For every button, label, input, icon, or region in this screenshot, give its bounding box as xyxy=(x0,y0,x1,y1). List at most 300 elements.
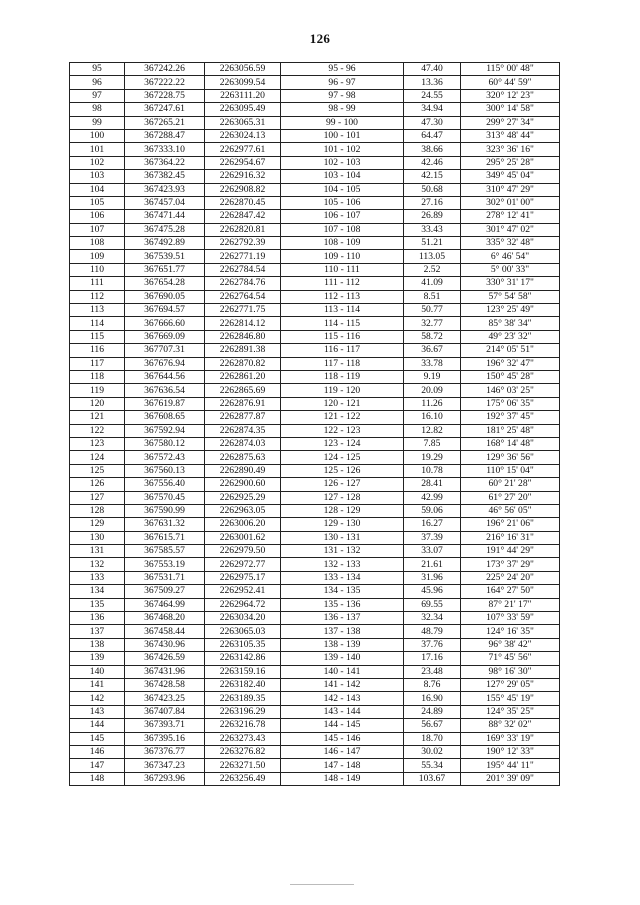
vertex-number-cell: 127 xyxy=(70,491,125,504)
bearing-cell: 192° 37' 45" xyxy=(461,411,560,424)
bearing-cell: 46° 56' 05" xyxy=(461,504,560,517)
coordinate-y-cell: 2262964.72 xyxy=(205,598,281,611)
distance-cell: 47.40 xyxy=(404,63,461,76)
bearing-cell: 124° 35' 25" xyxy=(461,705,560,718)
table-row xyxy=(70,63,560,76)
coordinate-y-cell: 2262875.63 xyxy=(205,451,281,464)
table-row xyxy=(70,598,560,611)
table-row xyxy=(70,330,560,343)
table-row xyxy=(70,518,560,531)
segment-cell: 101 - 102 xyxy=(281,143,404,156)
distance-cell: 38.66 xyxy=(404,143,461,156)
vertex-number-cell: 110 xyxy=(70,263,125,276)
coordinate-x-cell: 367293.96 xyxy=(125,772,205,785)
bearing-cell: 190° 12' 33" xyxy=(461,745,560,758)
distance-cell: 16.10 xyxy=(404,411,461,424)
coordinate-x-cell: 367669.09 xyxy=(125,330,205,343)
coordinate-y-cell: 2262771.19 xyxy=(205,250,281,263)
coordinate-y-cell: 2263196.29 xyxy=(205,705,281,718)
distance-cell: 36.67 xyxy=(404,344,461,357)
segment-cell: 126 - 127 xyxy=(281,478,404,491)
table-row xyxy=(70,143,560,156)
bearing-cell: 349° 45' 04" xyxy=(461,170,560,183)
vertex-number-cell: 134 xyxy=(70,585,125,598)
bearing-cell: 302° 01' 00" xyxy=(461,196,560,209)
segment-cell: 146 - 147 xyxy=(281,745,404,758)
distance-cell: 10.78 xyxy=(404,464,461,477)
coordinate-y-cell: 2262952.41 xyxy=(205,585,281,598)
segment-cell: 147 - 148 xyxy=(281,759,404,772)
table-row xyxy=(70,89,560,102)
segment-cell: 143 - 144 xyxy=(281,705,404,718)
coordinate-y-cell: 2262846.80 xyxy=(205,330,281,343)
vertex-number-cell: 108 xyxy=(70,237,125,250)
coordinate-y-cell: 2263024.13 xyxy=(205,129,281,142)
vertex-number-cell: 111 xyxy=(70,277,125,290)
bearing-cell: 195° 44' 11" xyxy=(461,759,560,772)
vertex-number-cell: 101 xyxy=(70,143,125,156)
footer-rule xyxy=(290,884,354,885)
coordinate-x-cell: 367636.54 xyxy=(125,384,205,397)
table-row xyxy=(70,103,560,116)
table-row xyxy=(70,612,560,625)
coordinate-y-cell: 2263142.86 xyxy=(205,652,281,665)
coordinate-x-cell: 367531.71 xyxy=(125,571,205,584)
bearing-cell: 57° 54' 58" xyxy=(461,290,560,303)
segment-cell: 106 - 107 xyxy=(281,210,404,223)
bearing-cell: 320° 12' 23" xyxy=(461,89,560,102)
vertex-number-cell: 96 xyxy=(70,76,125,89)
table-row xyxy=(70,504,560,517)
distance-cell: 8.51 xyxy=(404,290,461,303)
coordinate-y-cell: 2262972.77 xyxy=(205,558,281,571)
segment-cell: 135 - 136 xyxy=(281,598,404,611)
segment-cell: 111 - 112 xyxy=(281,277,404,290)
page-number: 126 xyxy=(309,31,331,46)
coordinate-y-cell: 2263276.82 xyxy=(205,745,281,758)
segment-cell: 142 - 143 xyxy=(281,692,404,705)
distance-cell: 19.29 xyxy=(404,451,461,464)
vertex-number-cell: 97 xyxy=(70,89,125,102)
distance-cell: 58.72 xyxy=(404,330,461,343)
coordinate-y-cell: 2262954.67 xyxy=(205,156,281,169)
coordinate-x-cell: 367430.96 xyxy=(125,638,205,651)
coordinate-y-cell: 2263099.54 xyxy=(205,76,281,89)
coordinate-x-cell: 367644.56 xyxy=(125,370,205,383)
coordinate-y-cell: 2262764.54 xyxy=(205,290,281,303)
segment-cell: 95 - 96 xyxy=(281,63,404,76)
distance-cell: 24.55 xyxy=(404,89,461,102)
coordinate-x-cell: 367423.25 xyxy=(125,692,205,705)
segment-cell: 127 - 128 xyxy=(281,491,404,504)
coordinate-y-cell: 2263271.50 xyxy=(205,759,281,772)
coordinate-x-cell: 367222.22 xyxy=(125,76,205,89)
coordinate-y-cell: 2263182.40 xyxy=(205,678,281,691)
distance-cell: 27.16 xyxy=(404,196,461,209)
bearing-cell: 301° 47' 02" xyxy=(461,223,560,236)
distance-cell: 9.19 xyxy=(404,370,461,383)
segment-cell: 137 - 138 xyxy=(281,625,404,638)
segment-cell: 140 - 141 xyxy=(281,665,404,678)
bearing-cell: 173° 37' 29" xyxy=(461,558,560,571)
coordinate-x-cell: 367572.43 xyxy=(125,451,205,464)
distance-cell: 33.07 xyxy=(404,545,461,558)
coordinate-x-cell: 367407.84 xyxy=(125,705,205,718)
distance-cell: 48.79 xyxy=(404,625,461,638)
coordinate-y-cell: 2263273.43 xyxy=(205,732,281,745)
bearing-cell: 87° 21' 17" xyxy=(461,598,560,611)
bearing-cell: 88° 32' 02" xyxy=(461,719,560,732)
bearing-cell: 216° 16' 31" xyxy=(461,531,560,544)
coordinate-y-cell: 2262975.17 xyxy=(205,571,281,584)
table-row xyxy=(70,437,560,450)
coordinate-x-cell: 367395.16 xyxy=(125,732,205,745)
coordinate-y-cell: 2262963.05 xyxy=(205,504,281,517)
bearing-cell: 146° 03' 25" xyxy=(461,384,560,397)
bearing-cell: 85° 38' 34" xyxy=(461,317,560,330)
vertex-number-cell: 103 xyxy=(70,170,125,183)
vertex-number-cell: 143 xyxy=(70,705,125,718)
vertex-number-cell: 109 xyxy=(70,250,125,263)
table-row xyxy=(70,344,560,357)
distance-cell: 30.02 xyxy=(404,745,461,758)
segment-cell: 125 - 126 xyxy=(281,464,404,477)
coordinate-y-cell: 2262820.81 xyxy=(205,223,281,236)
coordinate-x-cell: 367585.57 xyxy=(125,545,205,558)
coordinate-x-cell: 367347.23 xyxy=(125,759,205,772)
vertex-number-cell: 114 xyxy=(70,317,125,330)
table-row xyxy=(70,317,560,330)
table-row xyxy=(70,290,560,303)
vertex-number-cell: 141 xyxy=(70,678,125,691)
distance-cell: 34.94 xyxy=(404,103,461,116)
segment-cell: 129 - 130 xyxy=(281,518,404,531)
table-row xyxy=(70,772,560,785)
coordinate-x-cell: 367694.57 xyxy=(125,304,205,317)
coordinate-y-cell: 2262814.12 xyxy=(205,317,281,330)
distance-cell: 47.30 xyxy=(404,116,461,129)
coordinate-x-cell: 367619.87 xyxy=(125,397,205,410)
bearing-cell: 299° 27' 34" xyxy=(461,116,560,129)
bearing-cell: 278° 12' 41" xyxy=(461,210,560,223)
table-row xyxy=(70,357,560,370)
table-row xyxy=(70,304,560,317)
coordinate-y-cell: 2263105.35 xyxy=(205,638,281,651)
coordinate-y-cell: 2263001.62 xyxy=(205,531,281,544)
coordinate-y-cell: 2263189.35 xyxy=(205,692,281,705)
vertex-number-cell: 123 xyxy=(70,437,125,450)
vertex-number-cell: 112 xyxy=(70,290,125,303)
coordinate-y-cell: 2262900.60 xyxy=(205,478,281,491)
bearing-cell: 323° 36' 16" xyxy=(461,143,560,156)
segment-cell: 107 - 108 xyxy=(281,223,404,236)
bearing-cell: 6° 46' 54" xyxy=(461,250,560,263)
distance-cell: 59.06 xyxy=(404,504,461,517)
coordinate-x-cell: 367288.47 xyxy=(125,129,205,142)
bearing-cell: 313° 48' 44" xyxy=(461,129,560,142)
coordinate-x-cell: 367247.61 xyxy=(125,103,205,116)
table-row xyxy=(70,129,560,142)
vertex-number-cell: 106 xyxy=(70,210,125,223)
segment-cell: 145 - 146 xyxy=(281,732,404,745)
coordinate-x-cell: 367468.20 xyxy=(125,612,205,625)
vertex-number-cell: 128 xyxy=(70,504,125,517)
coordinate-y-cell: 2263216.78 xyxy=(205,719,281,732)
segment-cell: 102 - 103 xyxy=(281,156,404,169)
table-row xyxy=(70,223,560,236)
distance-cell: 33.78 xyxy=(404,357,461,370)
coordinate-x-cell: 367666.60 xyxy=(125,317,205,330)
segment-cell: 144 - 145 xyxy=(281,719,404,732)
coordinate-x-cell: 367509.27 xyxy=(125,585,205,598)
table-row xyxy=(70,759,560,772)
segment-cell: 105 - 106 xyxy=(281,196,404,209)
distance-cell: 18.70 xyxy=(404,732,461,745)
bearing-cell: 310° 47' 29" xyxy=(461,183,560,196)
distance-cell: 26.89 xyxy=(404,210,461,223)
coordinate-y-cell: 2262925.29 xyxy=(205,491,281,504)
table-row xyxy=(70,76,560,89)
segment-cell: 103 - 104 xyxy=(281,170,404,183)
coordinate-y-cell: 2262865.69 xyxy=(205,384,281,397)
vertex-number-cell: 102 xyxy=(70,156,125,169)
vertex-number-cell: 117 xyxy=(70,357,125,370)
bearing-cell: 60° 21' 28" xyxy=(461,478,560,491)
segment-cell: 112 - 113 xyxy=(281,290,404,303)
coordinate-y-cell: 2262771.75 xyxy=(205,304,281,317)
bearing-cell: 107° 33' 59" xyxy=(461,612,560,625)
coordinate-x-cell: 367553.19 xyxy=(125,558,205,571)
segment-cell: 104 - 105 xyxy=(281,183,404,196)
vertex-number-cell: 113 xyxy=(70,304,125,317)
coordinate-x-cell: 367431.96 xyxy=(125,665,205,678)
distance-cell: 24.89 xyxy=(404,705,461,718)
coordinate-x-cell: 367393.71 xyxy=(125,719,205,732)
vertex-number-cell: 121 xyxy=(70,411,125,424)
vertex-number-cell: 145 xyxy=(70,732,125,745)
table-row xyxy=(70,263,560,276)
bearing-cell: 164° 27' 50" xyxy=(461,585,560,598)
coordinate-x-cell: 367539.51 xyxy=(125,250,205,263)
vertex-number-cell: 105 xyxy=(70,196,125,209)
coordinates-table xyxy=(69,62,560,786)
segment-cell: 100 - 101 xyxy=(281,129,404,142)
vertex-number-cell: 126 xyxy=(70,478,125,491)
coordinate-x-cell: 367651.77 xyxy=(125,263,205,276)
table-row xyxy=(70,210,560,223)
bearing-cell: 168° 14' 48" xyxy=(461,437,560,450)
distance-cell: 12.82 xyxy=(404,424,461,437)
vertex-number-cell: 130 xyxy=(70,531,125,544)
table-row xyxy=(70,531,560,544)
distance-cell: 50.77 xyxy=(404,304,461,317)
coordinate-x-cell: 367333.10 xyxy=(125,143,205,156)
vertex-number-cell: 138 xyxy=(70,638,125,651)
distance-cell: 50.68 xyxy=(404,183,461,196)
table-row xyxy=(70,183,560,196)
coordinate-x-cell: 367471.44 xyxy=(125,210,205,223)
coordinate-x-cell: 367364.22 xyxy=(125,156,205,169)
bearing-cell: 169° 33' 19" xyxy=(461,732,560,745)
bearing-cell: 124° 16' 35" xyxy=(461,625,560,638)
table-row xyxy=(70,196,560,209)
vertex-number-cell: 146 xyxy=(70,745,125,758)
vertex-number-cell: 125 xyxy=(70,464,125,477)
coordinate-x-cell: 367580.12 xyxy=(125,437,205,450)
segment-cell: 128 - 129 xyxy=(281,504,404,517)
segment-cell: 114 - 115 xyxy=(281,317,404,330)
table-row xyxy=(70,464,560,477)
table-row xyxy=(70,638,560,651)
bearing-cell: 300° 14' 58" xyxy=(461,103,560,116)
distance-cell: 41.09 xyxy=(404,277,461,290)
distance-cell: 16.27 xyxy=(404,518,461,531)
coordinate-y-cell: 2263034.20 xyxy=(205,612,281,625)
coordinate-x-cell: 367690.05 xyxy=(125,290,205,303)
table-row xyxy=(70,411,560,424)
table-row xyxy=(70,665,560,678)
segment-cell: 138 - 139 xyxy=(281,638,404,651)
coordinate-y-cell: 2262784.54 xyxy=(205,263,281,276)
bearing-cell: 5° 00' 33" xyxy=(461,263,560,276)
coordinate-y-cell: 2262876.91 xyxy=(205,397,281,410)
distance-cell: 113.05 xyxy=(404,250,461,263)
segment-cell: 99 - 100 xyxy=(281,116,404,129)
table-row xyxy=(70,692,560,705)
coordinate-y-cell: 2262977.61 xyxy=(205,143,281,156)
segment-cell: 120 - 121 xyxy=(281,397,404,410)
table-row xyxy=(70,571,560,584)
segment-cell: 141 - 142 xyxy=(281,678,404,691)
segment-cell: 139 - 140 xyxy=(281,652,404,665)
coordinate-x-cell: 367458.44 xyxy=(125,625,205,638)
vertex-number-cell: 147 xyxy=(70,759,125,772)
distance-cell: 31.96 xyxy=(404,571,461,584)
distance-cell: 55.34 xyxy=(404,759,461,772)
table-row xyxy=(70,397,560,410)
distance-cell: 56.67 xyxy=(404,719,461,732)
distance-cell: 42.15 xyxy=(404,170,461,183)
vertex-number-cell: 115 xyxy=(70,330,125,343)
vertex-number-cell: 148 xyxy=(70,772,125,785)
coordinates-table-body xyxy=(70,63,560,786)
coordinate-x-cell: 367426.59 xyxy=(125,652,205,665)
coordinate-x-cell: 367590.99 xyxy=(125,504,205,517)
table-row xyxy=(70,705,560,718)
segment-cell: 121 - 122 xyxy=(281,411,404,424)
vertex-number-cell: 135 xyxy=(70,598,125,611)
table-row xyxy=(70,250,560,263)
bearing-cell: 49° 23' 32" xyxy=(461,330,560,343)
distance-cell: 45.96 xyxy=(404,585,461,598)
segment-cell: 115 - 116 xyxy=(281,330,404,343)
segment-cell: 131 - 132 xyxy=(281,545,404,558)
bearing-cell: 201° 39' 09" xyxy=(461,772,560,785)
segment-cell: 124 - 125 xyxy=(281,451,404,464)
distance-cell: 17.16 xyxy=(404,652,461,665)
bearing-cell: 150° 45' 28" xyxy=(461,370,560,383)
distance-cell: 13.36 xyxy=(404,76,461,89)
coordinate-x-cell: 367556.40 xyxy=(125,478,205,491)
segment-cell: 96 - 97 xyxy=(281,76,404,89)
distance-cell: 32.77 xyxy=(404,317,461,330)
coordinate-x-cell: 367570.45 xyxy=(125,491,205,504)
bearing-cell: 196° 32' 47" xyxy=(461,357,560,370)
coordinate-x-cell: 367457.04 xyxy=(125,196,205,209)
coordinate-x-cell: 367242.26 xyxy=(125,63,205,76)
table-row xyxy=(70,384,560,397)
coordinate-y-cell: 2262870.45 xyxy=(205,196,281,209)
coordinate-x-cell: 367475.28 xyxy=(125,223,205,236)
coordinate-y-cell: 2262979.50 xyxy=(205,545,281,558)
coordinate-y-cell: 2262874.35 xyxy=(205,424,281,437)
table-row xyxy=(70,719,560,732)
segment-cell: 110 - 111 xyxy=(281,263,404,276)
distance-cell: 33.43 xyxy=(404,223,461,236)
coordinate-y-cell: 2263006.20 xyxy=(205,518,281,531)
bearing-cell: 61° 27' 20" xyxy=(461,491,560,504)
table-row xyxy=(70,370,560,383)
coordinate-y-cell: 2263056.59 xyxy=(205,63,281,76)
coordinate-x-cell: 367464.99 xyxy=(125,598,205,611)
segment-cell: 123 - 124 xyxy=(281,437,404,450)
distance-cell: 69.55 xyxy=(404,598,461,611)
table-row xyxy=(70,585,560,598)
segment-cell: 108 - 109 xyxy=(281,237,404,250)
distance-cell: 8.76 xyxy=(404,678,461,691)
table-row xyxy=(70,451,560,464)
distance-cell: 16.90 xyxy=(404,692,461,705)
segment-cell: 109 - 110 xyxy=(281,250,404,263)
vertex-number-cell: 107 xyxy=(70,223,125,236)
table-row xyxy=(70,478,560,491)
coordinate-y-cell: 2262891.38 xyxy=(205,344,281,357)
table-row xyxy=(70,732,560,745)
segment-cell: 148 - 149 xyxy=(281,772,404,785)
bearing-cell: 335° 32' 48" xyxy=(461,237,560,250)
coordinate-y-cell: 2262847.42 xyxy=(205,210,281,223)
segment-cell: 122 - 123 xyxy=(281,424,404,437)
bearing-cell: 110° 15' 04" xyxy=(461,464,560,477)
coordinate-y-cell: 2263065.31 xyxy=(205,116,281,129)
segment-cell: 117 - 118 xyxy=(281,357,404,370)
vertex-number-cell: 136 xyxy=(70,612,125,625)
table-row xyxy=(70,558,560,571)
vertex-number-cell: 144 xyxy=(70,719,125,732)
coordinate-y-cell: 2262916.32 xyxy=(205,170,281,183)
bearing-cell: 155° 45' 19" xyxy=(461,692,560,705)
vertex-number-cell: 120 xyxy=(70,397,125,410)
bearing-cell: 96° 38' 42" xyxy=(461,638,560,651)
coordinate-y-cell: 2263159.16 xyxy=(205,665,281,678)
segment-cell: 119 - 120 xyxy=(281,384,404,397)
table-row xyxy=(70,745,560,758)
coordinate-x-cell: 367376.77 xyxy=(125,745,205,758)
bearing-cell: 181° 25' 48" xyxy=(461,424,560,437)
vertex-number-cell: 139 xyxy=(70,652,125,665)
table-row xyxy=(70,491,560,504)
bearing-cell: 191° 44' 29" xyxy=(461,545,560,558)
distance-cell: 11.26 xyxy=(404,397,461,410)
vertex-number-cell: 104 xyxy=(70,183,125,196)
segment-cell: 116 - 117 xyxy=(281,344,404,357)
vertex-number-cell: 137 xyxy=(70,625,125,638)
coordinate-y-cell: 2262874.03 xyxy=(205,437,281,450)
coordinate-x-cell: 367608.65 xyxy=(125,411,205,424)
segment-cell: 130 - 131 xyxy=(281,531,404,544)
coordinate-x-cell: 367676.94 xyxy=(125,357,205,370)
bearing-cell: 71° 45' 56" xyxy=(461,652,560,665)
